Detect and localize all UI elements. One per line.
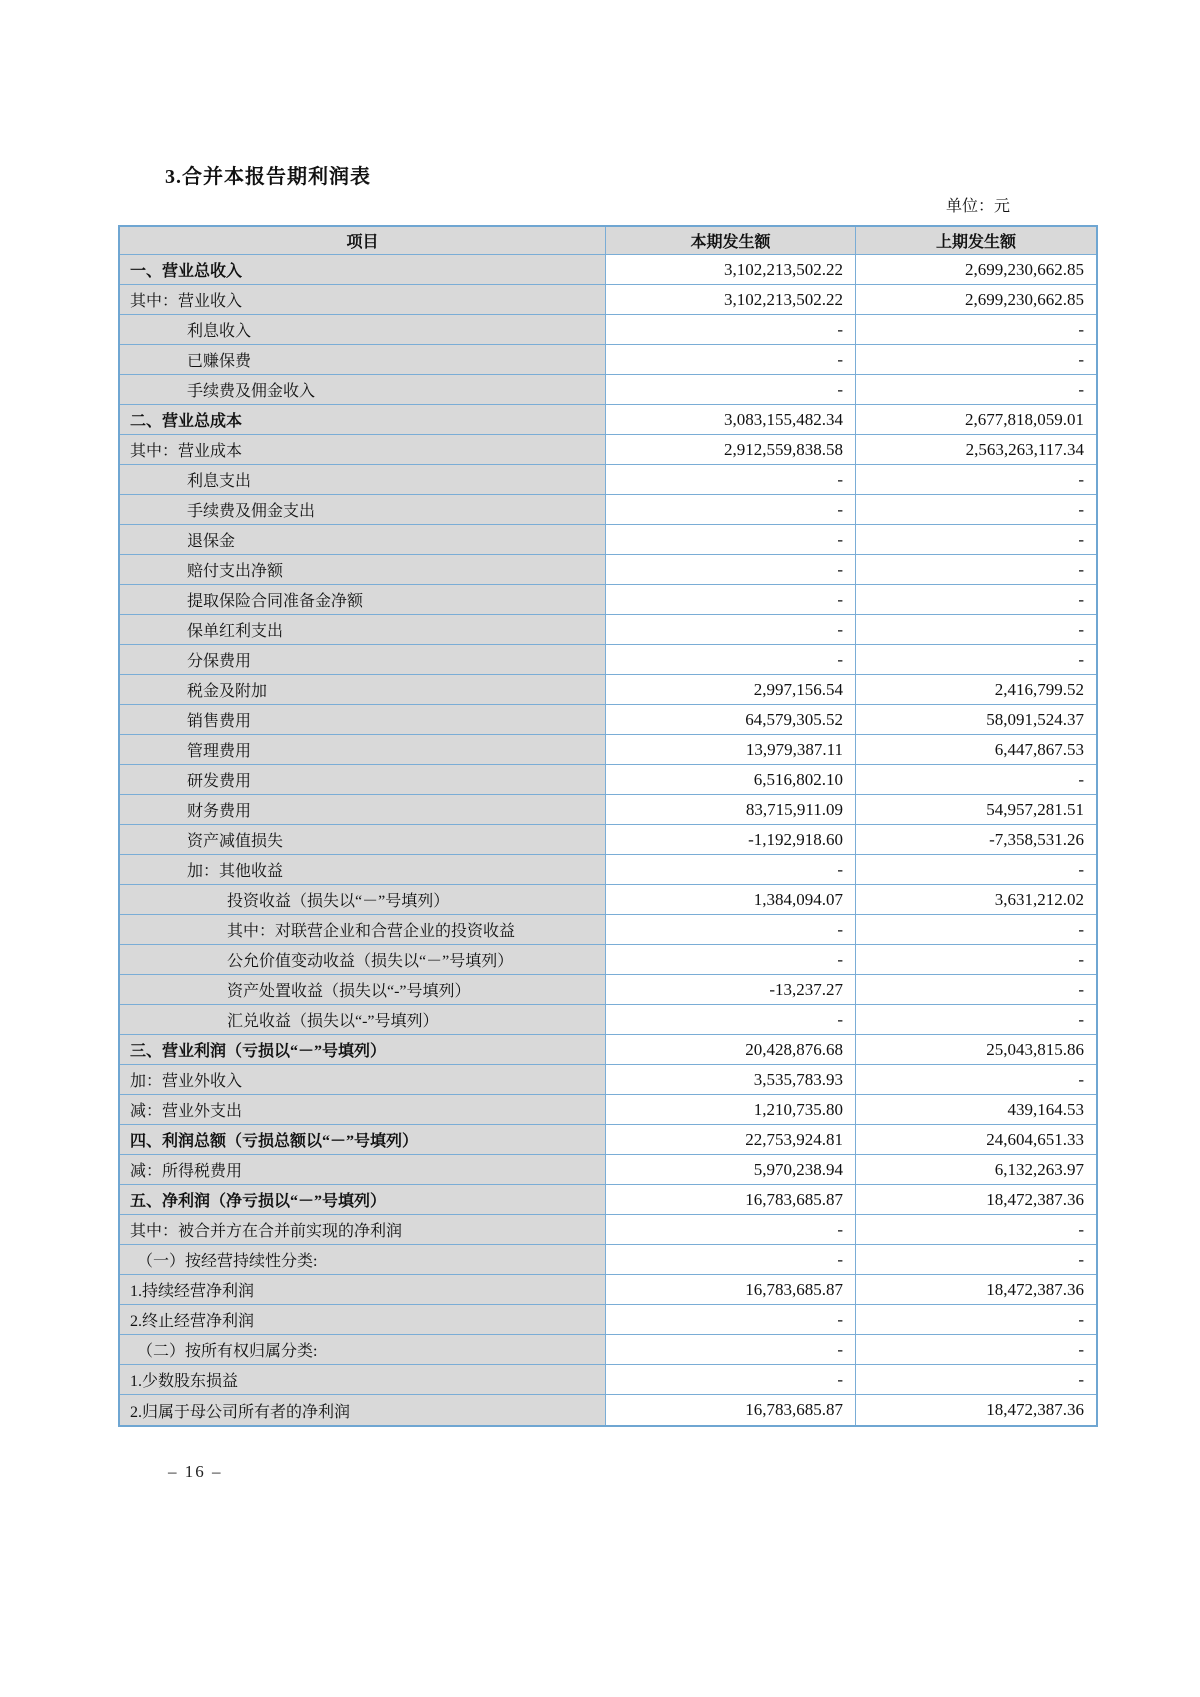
prior-amount-cell: - <box>856 645 1096 674</box>
current-amount-cell: - <box>606 1245 856 1274</box>
prior-amount-cell: 24,604,651.33 <box>856 1125 1096 1154</box>
table-row <box>120 465 1096 495</box>
prior-amount-cell: - <box>856 855 1096 884</box>
table-row <box>120 795 1096 825</box>
prior-amount-cell: - <box>856 375 1096 404</box>
current-amount-cell: 3,083,155,482.34 <box>606 405 856 434</box>
item-label-cell: 赔付支出净额 <box>120 555 606 584</box>
current-amount-cell: 22,753,924.81 <box>606 1125 856 1154</box>
table-row <box>120 315 1096 345</box>
table-row <box>120 1335 1096 1365</box>
current-amount-cell: - <box>606 495 856 524</box>
item-label-cell: 提取保险合同准备金净额 <box>120 585 606 614</box>
prior-amount-cell: 18,472,387.36 <box>856 1185 1096 1214</box>
item-label-cell: 1.持续经营净利润 <box>120 1275 606 1304</box>
prior-amount-cell: - <box>856 1365 1096 1394</box>
item-label-cell: 其中：被合并方在合并前实现的净利润 <box>120 1215 606 1244</box>
current-amount-cell: 64,579,305.52 <box>606 705 856 734</box>
table-row <box>120 555 1096 585</box>
item-label-cell: 财务费用 <box>120 795 606 824</box>
prior-amount-cell: 6,132,263.97 <box>856 1155 1096 1184</box>
item-label-cell: 二、营业总成本 <box>120 405 606 434</box>
current-amount-cell: 16,783,685.87 <box>606 1395 856 1425</box>
item-label-cell: 税金及附加 <box>120 675 606 704</box>
item-label-cell: 管理费用 <box>120 735 606 764</box>
current-amount-cell: - <box>606 1365 856 1394</box>
prior-amount-cell: - <box>856 1335 1096 1364</box>
header-prior-period: 上期发生额 <box>935 234 1016 251</box>
table-row <box>120 525 1096 555</box>
current-amount-cell: -1,192,918.60 <box>606 825 856 854</box>
current-amount-cell: - <box>606 345 856 374</box>
item-label-cell: 加：营业外收入 <box>120 1065 606 1094</box>
table-row <box>120 1035 1096 1065</box>
table-row <box>120 705 1096 735</box>
table-row <box>120 585 1096 615</box>
item-label-cell: （一）按经营持续性分类: <box>120 1245 606 1274</box>
item-label-cell: 已赚保费 <box>120 345 606 374</box>
table-row <box>120 255 1096 285</box>
prior-amount-cell: 25,043,815.86 <box>856 1035 1096 1064</box>
table-row <box>120 915 1096 945</box>
current-amount-cell: 13,979,387.11 <box>606 735 856 764</box>
table-row <box>120 645 1096 675</box>
current-amount-cell: 3,102,213,502.22 <box>606 255 856 284</box>
table-row <box>120 1245 1096 1275</box>
table-row <box>120 855 1096 885</box>
current-amount-cell: - <box>606 645 856 674</box>
item-label-cell: 手续费及佣金支出 <box>120 495 606 524</box>
item-label-cell: 三、营业利润（亏损以“－”号填列） <box>120 1035 606 1064</box>
prior-amount-cell: - <box>856 975 1096 1004</box>
current-amount-cell: - <box>606 945 856 974</box>
item-label-cell: 退保金 <box>120 525 606 554</box>
item-label-cell: 一、营业总收入 <box>120 255 606 284</box>
prior-amount-cell: - <box>856 765 1096 794</box>
table-row <box>120 1005 1096 1035</box>
prior-amount-cell: - <box>856 495 1096 524</box>
table-row <box>120 1305 1096 1335</box>
table-row <box>120 945 1096 975</box>
current-amount-cell: 16,783,685.87 <box>606 1275 856 1304</box>
item-label-cell: 销售费用 <box>120 705 606 734</box>
prior-amount-cell: - <box>856 525 1096 554</box>
section-title: 3.合并本报告期利润表 <box>165 166 371 188</box>
header-item: 项目 <box>120 227 606 254</box>
table-row <box>120 975 1096 1005</box>
prior-amount-cell: 6,447,867.53 <box>856 735 1096 764</box>
item-label-cell: 其中：营业收入 <box>120 285 606 314</box>
item-label-cell: 其中：对联营企业和合营企业的投资收益 <box>120 915 606 944</box>
item-label-cell: 研发费用 <box>120 765 606 794</box>
prior-amount-cell: - <box>856 555 1096 584</box>
current-amount-cell: 83,715,911.09 <box>606 795 856 824</box>
prior-amount-cell: 18,472,387.36 <box>856 1275 1096 1304</box>
table-row <box>120 285 1096 315</box>
prior-amount-cell: 54,957,281.51 <box>856 795 1096 824</box>
item-label-cell: 利息收入 <box>120 315 606 344</box>
current-amount-cell: 16,783,685.87 <box>606 1185 856 1214</box>
current-amount-cell: - <box>606 1005 856 1034</box>
prior-amount-cell: - <box>856 315 1096 344</box>
item-label-cell: 减：营业外支出 <box>120 1095 606 1124</box>
current-amount-cell: - <box>606 1305 856 1334</box>
current-amount-cell: 3,102,213,502.22 <box>606 285 856 314</box>
prior-amount-cell: 58,091,524.37 <box>856 705 1096 734</box>
item-label-cell: （二）按所有权归属分类: <box>120 1335 606 1364</box>
item-label-cell: 加：其他收益 <box>120 855 606 884</box>
prior-amount-cell: - <box>856 1245 1096 1274</box>
prior-amount-cell: - <box>856 1005 1096 1034</box>
prior-amount-cell: - <box>856 1305 1096 1334</box>
table-row <box>120 495 1096 525</box>
table-body <box>120 255 1096 1425</box>
item-label-cell: 投资收益（损失以“－”号填列） <box>120 885 606 914</box>
prior-amount-cell: 18,472,387.36 <box>856 1395 1096 1425</box>
prior-amount-cell: - <box>856 585 1096 614</box>
table-row <box>120 825 1096 855</box>
table-header-row <box>120 227 1096 255</box>
table-row <box>120 1065 1096 1095</box>
prior-amount-cell: 3,631,212.02 <box>856 885 1096 914</box>
current-amount-cell: - <box>606 375 856 404</box>
current-amount-cell: 6,516,802.10 <box>606 765 856 794</box>
item-label-cell: 2.归属于母公司所有者的净利润 <box>120 1395 606 1425</box>
table-row <box>120 435 1096 465</box>
page-number: – 16 – <box>168 1462 223 1481</box>
item-label-cell: 分保费用 <box>120 645 606 674</box>
table-row <box>120 1125 1096 1155</box>
table-row <box>120 405 1096 435</box>
table-row <box>120 1155 1096 1185</box>
prior-amount-cell: - <box>856 345 1096 374</box>
item-label-cell: 其中：营业成本 <box>120 435 606 464</box>
prior-amount-cell: 439,164.53 <box>856 1095 1096 1124</box>
item-label-cell: 资产减值损失 <box>120 825 606 854</box>
income-statement-table <box>118 225 1098 1427</box>
table-row <box>120 1095 1096 1125</box>
current-amount-cell: 5,970,238.94 <box>606 1155 856 1184</box>
prior-amount-cell: - <box>856 1215 1096 1244</box>
prior-amount-cell: - <box>856 945 1096 974</box>
prior-amount-cell: 2,563,263,117.34 <box>856 435 1096 464</box>
current-amount-cell: - <box>606 855 856 884</box>
prior-amount-cell: - <box>856 465 1096 494</box>
table-row <box>120 1185 1096 1215</box>
current-amount-cell: 20,428,876.68 <box>606 1035 856 1064</box>
current-amount-cell: - <box>606 615 856 644</box>
prior-amount-cell: -7,358,531.26 <box>856 825 1096 854</box>
current-amount-cell: - <box>606 1215 856 1244</box>
unit-label: 单位：元 <box>945 198 1010 215</box>
item-label-cell: 资产处置收益（损失以“-”号填列） <box>120 975 606 1004</box>
table-row <box>120 675 1096 705</box>
table-row <box>120 735 1096 765</box>
table-row <box>120 1275 1096 1305</box>
prior-amount-cell: 2,699,230,662.85 <box>856 285 1096 314</box>
table-row <box>120 1395 1096 1425</box>
prior-amount-cell: 2,677,818,059.01 <box>856 405 1096 434</box>
prior-amount-cell: 2,699,230,662.85 <box>856 255 1096 284</box>
item-label-cell: 汇兑收益（损失以“-”号填列） <box>120 1005 606 1034</box>
current-amount-cell: - <box>606 1335 856 1364</box>
table-row <box>120 1215 1096 1245</box>
prior-amount-cell: - <box>856 615 1096 644</box>
prior-amount-cell: 2,416,799.52 <box>856 675 1096 704</box>
current-amount-cell: - <box>606 585 856 614</box>
item-label-cell: 四、利润总额（亏损总额以“－”号填列） <box>120 1125 606 1154</box>
table-row <box>120 345 1096 375</box>
header-current-period: 本期发生额 <box>606 227 856 254</box>
item-label-cell: 五、净利润（净亏损以“－”号填列） <box>120 1185 606 1214</box>
current-amount-cell: - <box>606 465 856 494</box>
item-label-cell: 利息支出 <box>120 465 606 494</box>
table-row <box>120 1365 1096 1395</box>
current-amount-cell: - <box>606 315 856 344</box>
item-label-cell: 公允价值变动收益（损失以“－”号填列） <box>120 945 606 974</box>
table-row <box>120 885 1096 915</box>
item-label-cell: 1.少数股东损益 <box>120 1365 606 1394</box>
item-label-cell: 保单红利支出 <box>120 615 606 644</box>
table-row <box>120 765 1096 795</box>
prior-amount-cell: - <box>856 915 1096 944</box>
current-amount-cell: - <box>606 555 856 584</box>
current-amount-cell: 3,535,783.93 <box>606 1065 856 1094</box>
item-label-cell: 减：所得税费用 <box>120 1155 606 1184</box>
current-amount-cell: - <box>606 915 856 944</box>
current-amount-cell: 1,210,735.80 <box>606 1095 856 1124</box>
current-amount-cell: 1,384,094.07 <box>606 885 856 914</box>
prior-amount-cell: - <box>856 1065 1096 1094</box>
item-label-cell: 手续费及佣金收入 <box>120 375 606 404</box>
table-row <box>120 615 1096 645</box>
current-amount-cell: - <box>606 525 856 554</box>
current-amount-cell: -13,237.27 <box>606 975 856 1004</box>
current-amount-cell: 2,997,156.54 <box>606 675 856 704</box>
table-row <box>120 375 1096 405</box>
current-amount-cell: 2,912,559,838.58 <box>606 435 856 464</box>
item-label-cell: 2.终止经营净利润 <box>120 1305 606 1334</box>
